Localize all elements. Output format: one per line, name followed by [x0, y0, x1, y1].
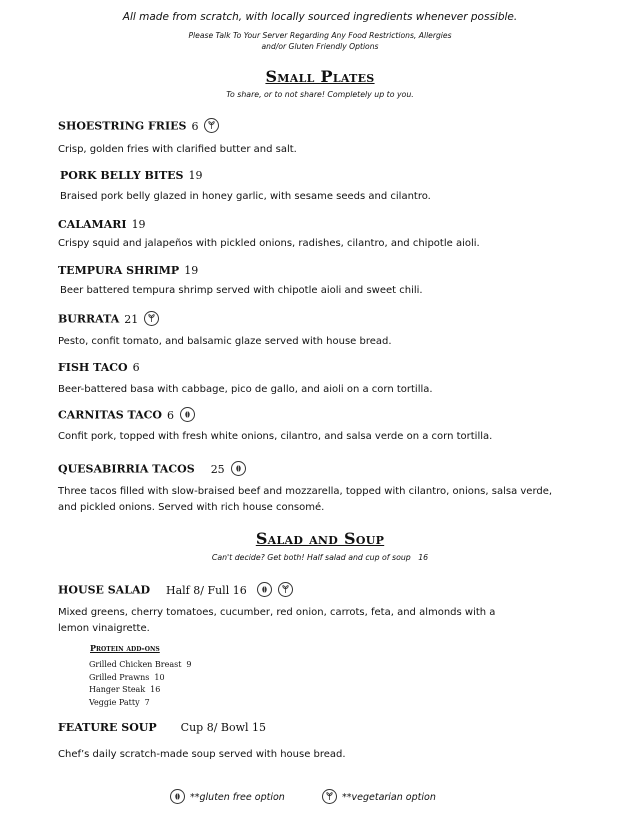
gluten-free-icon	[170, 789, 185, 804]
item-name: CALAMARI	[58, 218, 127, 231]
menu-item-fish-taco	[58, 361, 140, 374]
menu-item-calamari	[58, 218, 146, 231]
vegetarian-icon	[322, 789, 337, 804]
dietary-note-line-1: Please Talk To Your Server Regarding Any Food Restrictions, Allergies	[188, 31, 452, 40]
item-description: Crisp, golden fries with clarified butter and salt.	[58, 144, 297, 155]
legend-vegetarian	[322, 790, 436, 805]
item-name: SHOESTRING FRIES	[58, 119, 187, 133]
item-description: Confit pork, topped with fresh white onions, cilantro, and salsa verde on a corn tortilla.	[58, 431, 493, 442]
item-price: 6	[166, 408, 174, 422]
item-price: 25	[210, 462, 225, 476]
item-name: FEATURE SOUP	[58, 721, 157, 734]
item-description: Pesto, confit tomato, and balsamic glaze served with house bread.	[58, 336, 392, 347]
item-description: Braised pork belly glazed in honey garlic, with sesame seeds and cilantro.	[60, 191, 431, 202]
tagline: All made from scratch, with locally sourced ingredients whenever possible.	[122, 11, 518, 23]
item-description: Chef’s daily scratch-made soup served with house bread.	[58, 749, 346, 760]
salad-soup-subtitle	[0, 553, 640, 562]
menu-item-tempura-shrimp	[58, 264, 198, 277]
small-plates-subtitle: To share, or to not share! Completely up to you.	[226, 90, 414, 99]
menu-item-pork-belly-bites	[60, 169, 202, 182]
item-price: 19	[188, 169, 203, 182]
item-name: CARNITAS TACO	[58, 408, 162, 422]
addon-item: Hanger Steak 16	[89, 685, 161, 694]
protein-addons-title: Protein add-ons	[90, 643, 160, 653]
vegetarian-icon	[278, 582, 293, 597]
item-name: FISH TACO	[58, 361, 128, 374]
combo-text: Can't decide? Get both! Half salad and cup of soup	[211, 553, 411, 562]
vegetarian-icon	[204, 118, 219, 133]
item-price: Cup 8/ Bowl 15	[180, 721, 267, 734]
item-price: 6	[132, 361, 140, 374]
item-name: TEMPURA SHRIMP	[58, 264, 180, 277]
item-name: BURRATA	[58, 312, 120, 326]
item-description: Beer-battered basa with cabbage, pico de gallo, and aioli on a corn tortilla.	[58, 384, 433, 395]
item-name: QUESABIRRIA TACOS	[58, 462, 195, 476]
combo-price: 16	[418, 553, 429, 562]
item-name: PORK BELLY BITES	[60, 169, 184, 182]
vegetarian-icon	[144, 311, 159, 326]
item-price: 19	[184, 264, 199, 277]
legend-gluten-free	[170, 790, 285, 805]
item-name: HOUSE SALAD	[58, 583, 151, 597]
menu-item-feature-soup	[58, 721, 266, 734]
item-description: Crispy squid and jalapeños with pickled onions, radishes, cilantro, and chipotle aioli.	[58, 238, 480, 249]
menu-item-house-salad	[58, 583, 293, 598]
addon-item: Veggie Patty 7	[89, 697, 150, 707]
menu-item-carnitas-taco	[58, 408, 195, 423]
item-price: Half 8/ Full 16	[166, 583, 247, 597]
small-plates-title: Small Plates	[265, 67, 375, 86]
menu-item-quesabirria-tacos	[58, 462, 246, 477]
protein-addons-list	[89, 659, 192, 709]
item-price: 6	[191, 119, 199, 133]
gluten-free-icon	[257, 582, 272, 597]
salad-soup-title: Salad and Soup	[255, 529, 385, 548]
item-price: 21	[124, 312, 139, 326]
gluten-free-icon	[231, 461, 246, 476]
dietary-note-line-2: and/or Gluten Friendly Options	[261, 42, 379, 51]
addon-item: Grilled Prawns 10	[89, 672, 165, 682]
menu-item-burrata	[58, 312, 159, 327]
item-description: Three tacos filled with slow-braised beef and mozzarella, topped with cilantro, onions, salsa verde, and pickled onions. Served with rich house consomé.	[58, 486, 553, 513]
menu-item-shoestring-fries	[58, 119, 219, 134]
item-description: Mixed greens, cherry tomatoes, cucumber, red onion, carrots, feta, and almonds with a lemon vinaigrette.	[58, 607, 496, 634]
addon-item: Grilled Chicken Breast 9	[89, 660, 192, 669]
legend-label: **vegetarian option	[342, 792, 436, 803]
item-price: 19	[131, 218, 146, 231]
legend-label: **gluten free option	[190, 792, 285, 803]
gluten-free-icon	[180, 407, 195, 422]
item-description: Beer battered tempura shrimp served with chipotle aioli and sweet chili.	[60, 285, 423, 296]
